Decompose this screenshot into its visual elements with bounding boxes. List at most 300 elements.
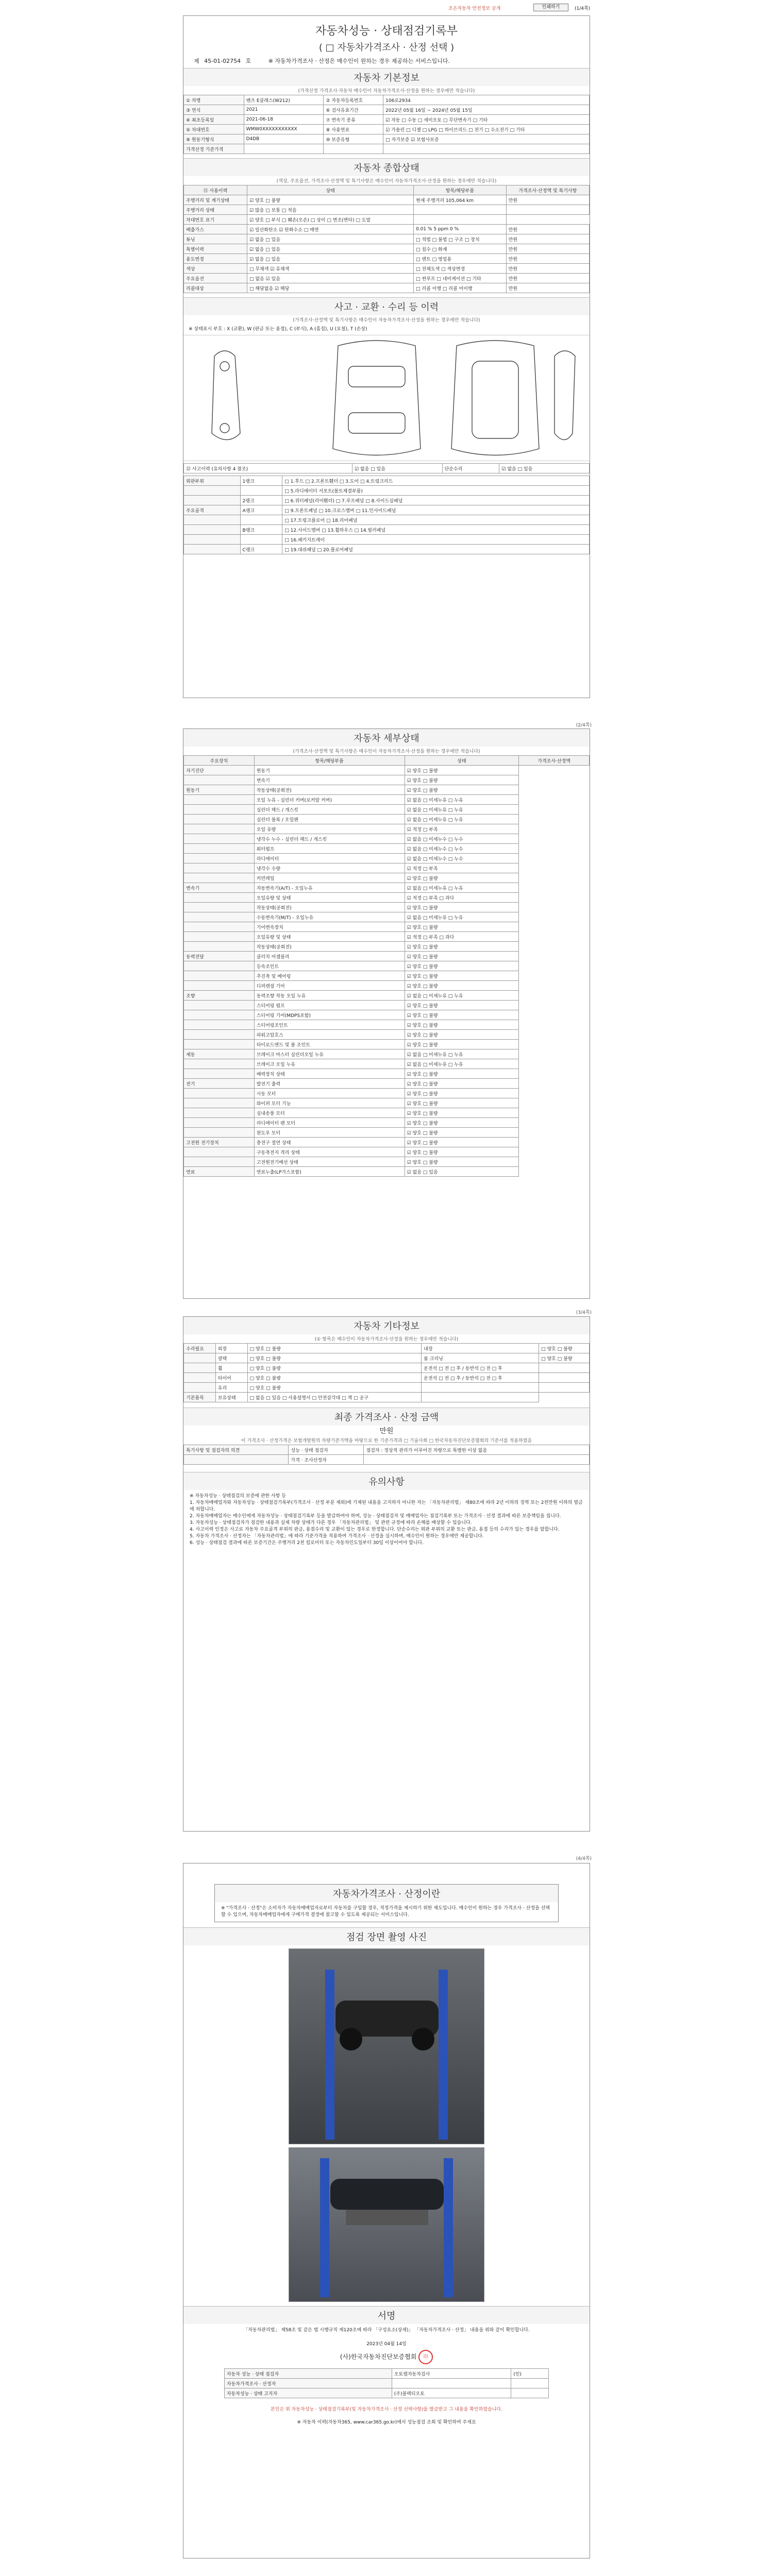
detail-row <box>184 766 590 775</box>
detail-row <box>184 961 590 971</box>
doc-notice: ※ 자동차가격조사 · 산정은 매수인이 원하는 경우 제공하는 서비스입니다. <box>268 58 450 64</box>
page-2 <box>183 728 590 1299</box>
other-cell <box>184 1363 216 1373</box>
detail-cell <box>184 1020 255 1030</box>
overall-cell: ☑ 양호 □ 부식 □ 훼손(오손) □ 상이 □ 변조(변타) □ 도말 <box>247 215 413 225</box>
deputy-cell: 성능 · 상태 점검자 <box>289 1445 364 1455</box>
detail-cell <box>184 1010 255 1020</box>
detail-cell: ☑ 없음 □ 미세누수 □ 누수 <box>405 854 519 863</box>
detail-row <box>184 1118 590 1128</box>
other-cell: 유리 <box>215 1383 247 1393</box>
detail-cell: ☑ 양호 □ 불량 <box>405 1157 519 1167</box>
overall-cell: □ 적법 □ 불법 □ 구조 □ 장치 <box>414 234 507 244</box>
other-cell <box>184 1373 216 1383</box>
detail-cell: 오일 유량 <box>254 824 405 834</box>
other-cell: 광택 <box>215 1353 247 1363</box>
other-cell: □ 양호 □ 불량 <box>247 1383 422 1393</box>
sign-text: 「자동차관리법」 제58조 및 같은 법 시행규칙 제120조에 따라 「구성요소(상세)」 「자동차가격조사 · 산정」 내용을 위와 같이 확인합니다. <box>243 2328 530 2333</box>
other-cell: □ 없음 □ 있음 □ 사용설명서 □ 안전삼각대 □ 잭 □ 공구 <box>247 1393 422 1402</box>
basic-info-cell: ④ 최초등록일 <box>184 115 244 125</box>
overall-cell: 만원 <box>506 225 589 234</box>
accident-grid-cell <box>184 525 241 535</box>
detail-row <box>184 1089 590 1098</box>
deputy-table <box>183 1445 590 1465</box>
detail-cell: ☑ 없음 □ 미세누유 □ 누유 <box>405 912 519 922</box>
overall-cell: ☑ 없음 □ 있음 <box>247 234 413 244</box>
accident-history-label: ⑫ 사고이력 (유의사항 4 참조) <box>184 464 352 473</box>
accident-grid-row <box>184 486 590 496</box>
detail-col-3: 가격조사·산정액 <box>519 756 590 766</box>
detail-cell: 수동변속기(M/T) - 오일누유 <box>254 912 405 922</box>
detail-cell: ☑ 양호 □ 불량 <box>405 1001 519 1010</box>
basic-info-cell: 106로2934 <box>383 95 590 105</box>
detail-cell <box>184 922 255 932</box>
other-cell: 룸 크리닝 <box>422 1353 539 1363</box>
deputy-cell: 특기사항 및 점검자의 의견 <box>184 1445 289 1455</box>
signer-cell <box>511 2379 549 2388</box>
other-cell: 운전석 □ 전 □ 후 / 동반석 □ 전 □ 후 <box>422 1373 539 1383</box>
page-2-indicator: (2/4쪽) <box>576 723 592 728</box>
basic-info-cell: D4DB <box>244 134 324 144</box>
overall-cell: ☑ 많음 □ 보통 □ 적음 <box>247 205 413 215</box>
photo-section-title: 점검 장면 촬영 사진 <box>183 1927 590 1945</box>
accident-status-table <box>183 463 590 473</box>
accident-grid-cell: 주요골격 <box>184 505 241 515</box>
detail-row <box>184 834 590 844</box>
detail-row <box>184 1167 590 1177</box>
detail-row <box>184 1040 590 1049</box>
signer-row <box>224 2369 548 2379</box>
detail-cell: ☑ 없음 □ 미세누수 □ 누수 <box>405 834 519 844</box>
overall-cell: 특별이력 <box>184 244 247 254</box>
detail-cell: ☑ 양호 □ 불량 <box>405 952 519 961</box>
detail-row <box>184 1098 590 1108</box>
overall-cell: 만원 <box>506 274 589 283</box>
basic-info-cell: ② 자동차등록번호 <box>324 95 383 105</box>
other-cell <box>184 1353 216 1363</box>
deputy-cell <box>184 1455 289 1465</box>
detail-header <box>184 756 590 766</box>
detail-cell: ☑ 양호 □ 불량 <box>405 961 519 971</box>
detail-cell: 오일 누유 - 실린더 커버(로커암 커버) <box>254 795 405 805</box>
accident-grid-row <box>184 476 590 486</box>
detail-cell: ☑ 양호 □ 불량 <box>405 1030 519 1040</box>
detail-cell: ☑ 양호 □ 불량 <box>405 1118 519 1128</box>
deputy-cell: 가격 · 조사산정자 <box>289 1455 364 1465</box>
detail-cell: 라디에이터 <box>254 854 405 863</box>
accident-grid-row <box>184 545 590 554</box>
detail-cell: 실내송풍 모터 <box>254 1108 405 1118</box>
detail-table <box>183 755 590 1177</box>
detail-cell <box>184 805 255 815</box>
other-cell: 휠 <box>215 1363 247 1373</box>
other-title: 자동차 기타정보 <box>183 1317 590 1334</box>
overall-cell: □ 해당없음 ☑ 해당 <box>247 283 413 293</box>
accident-grid-row <box>184 535 590 545</box>
deputy-cell: 점검자 : 정상적 관리가 이루어진 차량으로 특별한 이상 없음 <box>364 1445 590 1455</box>
overall-cell: 현재 주행거리 105,064 km <box>414 195 507 205</box>
other-cell <box>539 1373 590 1383</box>
overall-cell <box>414 215 507 225</box>
detail-row <box>184 1138 590 1147</box>
detail-cell: ☑ 없음 □ 미세누유 □ 누유 <box>405 883 519 893</box>
signer-cell: 자동차 성능 · 상태 점검자 <box>224 2369 392 2379</box>
basic-info-cell: ① 차명 <box>184 95 244 105</box>
other-row <box>184 1353 590 1363</box>
detail-cell: ☑ 적정 □ 부족 □ 과다 <box>405 932 519 942</box>
detail-cell: ☑ 없음 □ 미세누유 □ 누유 <box>405 1049 519 1059</box>
overall-col-1: 상태 <box>247 185 413 195</box>
detail-cell: ☑ 양호 □ 불량 <box>405 873 519 883</box>
detail-cell <box>184 1089 255 1098</box>
basic-info-cell <box>383 144 590 154</box>
basic-info-cell: ⑦ 변속기 종류 <box>324 115 383 125</box>
accident-grid-row <box>184 515 590 525</box>
detail-row <box>184 1147 590 1157</box>
overall-header <box>184 185 590 195</box>
detail-cell: 변속기 <box>254 775 405 785</box>
other-cell: □ 양호 □ 불량 <box>539 1344 590 1353</box>
accident-grid-cell <box>240 486 282 496</box>
accident-grid-cell <box>240 515 282 525</box>
detail-cell: 추진축 및 베어링 <box>254 971 405 981</box>
accident-title: 사고 · 교환 · 수리 등 이력 <box>183 297 590 315</box>
other-table <box>183 1343 590 1402</box>
overall-cell: 0.01 % 5 ppm 0 % <box>414 225 507 234</box>
detail-cell <box>184 942 255 952</box>
detail-row <box>184 912 590 922</box>
signer-cell: 오토캠자동차검사 <box>392 2369 511 2379</box>
other-cell <box>184 1383 216 1393</box>
detail-cell: ☑ 없음 □ 미세누유 □ 누유 <box>405 795 519 805</box>
detail-row <box>184 942 590 952</box>
detail-cell: ☑ 양호 □ 불량 <box>405 766 519 775</box>
detail-cell <box>184 815 255 824</box>
detail-cell: ☑ 양호 □ 불량 <box>405 1010 519 1020</box>
detail-row <box>184 991 590 1001</box>
detail-row <box>184 795 590 805</box>
detail-cell: 변속기 <box>184 883 255 893</box>
accident-grid-table <box>183 476 590 554</box>
detail-cell <box>184 903 255 912</box>
accident-grid-cell <box>184 515 241 525</box>
accident-grid-cell <box>184 535 241 545</box>
detail-cell: 충전구 절연 상태 <box>254 1138 405 1147</box>
overall-cell: 주행거리 및 계기상태 <box>184 195 247 205</box>
accident-grid-cell: □ 16.패키지트레이 <box>282 535 590 545</box>
detail-row <box>184 1030 590 1040</box>
detail-cell <box>184 932 255 942</box>
overall-cell: 색상 <box>184 264 247 274</box>
basic-info-cell: 가격산정 기준가격 <box>184 144 244 154</box>
accident-grid-cell: □ 19.대쉬패널 □ 20.플로어패널 <box>282 545 590 554</box>
signers-table <box>224 2368 549 2398</box>
detail-cell: ☑ 양호 □ 불량 <box>405 1147 519 1157</box>
basic-info-table <box>183 95 590 154</box>
detail-cell <box>184 834 255 844</box>
overall-cell: 배출가스 <box>184 225 247 234</box>
detail-row <box>184 1020 590 1030</box>
lift-photo-2-svg <box>289 2148 484 2301</box>
caution-body: ※ 자동차성능 · 상태점검의 보증에 관한 사항 등 1. 자동차매매업자와 자동차성능 · 상태점검기록부(가격조사 · 산정 부분 제외)에 기재된 내용을 고지하지 아니한 자는 「자동차관리법」 제80조에 따라 2년 이하의 징역 또는 2천만원 이하의 벌금에 처합니다. 2. 자동차매매업자는 매수인에게 자동차성능 · 상태점검기록부 등을 발급하여야 하며, 성능 · 상태점검자 및 매매업자는 점검기록부 또는 가격조사 · 산정 결과에 따른 보증책임을 집니다. 3. 자동차성능 · 상태점검자가 점검한 내용과 실제 차량 상태가 다른 경우 「자동차관리법」 및 관련 규정에 따라 손해를 배상할 수 있습니다. 4. 사고이력 인정은 사고로 자동차 주요골격 부위의 판금, 용접수리 및 교환이 있는 경우로 한정합니다. 단순수리는 외판 부위의 교환 또는 판금, 용접 등의 수리가 있는 경우를 말합니다. 5. 자동차 가격조사 · 산정자는 「자동차관리법」에 따라 기준가격을 적용하여 가격조사 · 산정을 실시하며, 매수인이 원하는 경우에만 제공합니다. 6. 성능 · 상태점검 결과에 따른 보증기간은 주행거리 2천 킬로미터 또는 자동차인도일부터 30일 이상이어야 합니다. <box>190 1494 583 1546</box>
detail-row <box>184 775 590 785</box>
detail-cell: 연료 <box>184 1167 255 1177</box>
overall-cell: 리콜대상 <box>184 283 247 293</box>
detail-cell: 스티어링 펌프 <box>254 1001 405 1010</box>
other-cell <box>539 1383 590 1393</box>
overall-cell <box>506 205 589 215</box>
overall-cell: □ 리콜 이행 □ 리콜 미이행 <box>414 283 507 293</box>
accident-grid-cell: □ 5.라디에이터 서포트(볼트체결부품) <box>282 486 590 496</box>
deputy-cell <box>364 1455 590 1465</box>
other-cell: □ 양호 □ 불량 <box>247 1353 422 1363</box>
overall-cell: 만원 <box>506 254 589 264</box>
signer-cell: 자동차가격조사 · 산정자 <box>224 2379 392 2388</box>
detail-cell: 발전기 출력 <box>254 1079 405 1089</box>
deputy-row <box>184 1445 590 1455</box>
detail-row <box>184 824 590 834</box>
overall-cell: □ 썬루프 □ 네비게이션 □ 기타 <box>414 274 507 283</box>
detail-cell: 워터펌프 <box>254 844 405 854</box>
detail-row <box>184 1079 590 1089</box>
detail-cell: 타이로드엔드 및 볼 조인트 <box>254 1040 405 1049</box>
overall-row <box>184 244 590 254</box>
overall-cell: 주행거리 상태 <box>184 205 247 215</box>
detail-row <box>184 952 590 961</box>
page-3-indicator: (3/4쪽) <box>576 1310 592 1315</box>
signer-row <box>224 2379 548 2388</box>
basic-info-cell: ⑧ 사용연료 <box>324 125 383 134</box>
detail-cell <box>184 844 255 854</box>
accident-grid-cell <box>184 545 241 554</box>
overall-cell: □ 무채색 ☑ 유채색 <box>247 264 413 274</box>
detail-cell: 고전원 전기장치 <box>184 1138 255 1147</box>
detail-cell: 동력조향 작동 오일 누유 <box>254 991 405 1001</box>
detail-cell: ☑ 양호 □ 불량 <box>405 785 519 795</box>
accident-grid-row <box>184 496 590 505</box>
detail-cell <box>184 1118 255 1128</box>
price-about-text: ※ "가격조사 · 산정"은 소비자가 자동차매매업자로부터 자동차를 구입할 경우, 적정가격을 제시하기 위한 제도입니다. 매수인이 원하는 경우 가격조사 · 산정을 선택할 수 있으며, 자동차매매업자에게 구매가격 결정에 참고할 수 있도록 제공되는 서비스입니다. <box>221 1906 550 1918</box>
accident-grid-cell <box>240 535 282 545</box>
detail-cell: ☑ 양호 □ 불량 <box>405 1079 519 1089</box>
detail-cell: 배력장치 상태 <box>254 1069 405 1079</box>
other-cell: □ 양호 □ 불량 <box>539 1353 590 1363</box>
detail-cell: 시동 모터 <box>254 1089 405 1098</box>
basic-info-cell: ☑ 자동 □ 수동 □ 세미오토 □ 무단변속기 □ 기타 <box>383 115 590 125</box>
overall-row <box>184 234 590 244</box>
lift-photo-1-svg <box>289 1949 484 2144</box>
detail-cell: ☑ 없음 □ 미세누유 □ 누유 <box>405 815 519 824</box>
other-row <box>184 1344 590 1353</box>
overall-cell: 튜닝 <box>184 234 247 244</box>
detail-cell: 냉각수 수량 <box>254 863 405 873</box>
simple-repair-label: 단순수리 <box>442 464 499 473</box>
detail-row <box>184 903 590 912</box>
detail-cell: 작동상태(공회전) <box>254 942 405 952</box>
sign-title: 서명 <box>183 2306 590 2324</box>
signer-cell <box>511 2388 549 2398</box>
sign-company <box>183 2350 590 2364</box>
final-price-note: 이 가격조사 · 산정가격은 보험개발원의 차량기준가액을 바탕으로 한 기준가격과 □ 기술사회 □ 한국자동차진단보증협회의 기준서를 적용하였음 <box>241 1438 532 1444</box>
signer-cell: 자동차성능 · 상태 고지자 <box>224 2388 392 2398</box>
accident-grid-cell: □ 6.쿼터패널(리어휀더) □ 7.루프패널 □ 8.사이드실패널 <box>282 496 590 505</box>
detail-cell: ☑ 없음 □ 미세누유 □ 누유 <box>405 805 519 815</box>
detail-cell: 실린더 헤드 / 개스킷 <box>254 805 405 815</box>
overall-title: 자동차 종합상태 <box>183 158 590 176</box>
overall-cell: 용도변경 <box>184 254 247 264</box>
basic-info-row <box>184 115 590 125</box>
detail-row <box>184 844 590 854</box>
other-cell: 외장 <box>215 1344 247 1353</box>
basic-info-note: (가격산정 가격조사·자동차 매수인이 자동차가격조사·산정을 원하는 경우에만 적습니다) <box>298 89 475 94</box>
detail-cell: 라디에이터 팬 모터 <box>254 1118 405 1128</box>
other-cell <box>422 1393 539 1402</box>
detail-cell: ☑ 양호 □ 불량 <box>405 1069 519 1079</box>
detail-row <box>184 932 590 942</box>
inspection-photo-1 <box>289 1948 484 2144</box>
inspection-photo-2 <box>289 2147 484 2302</box>
top-bar <box>0 0 773 13</box>
detail-cell: 제동 <box>184 1049 255 1059</box>
other-cell: □ 양호 □ 불량 <box>247 1363 422 1373</box>
overall-cell: ☑ 없음 □ 있음 <box>247 244 413 254</box>
other-note: (① 항목은 매수인이 자동차가격조사·산정을 원하는 경우에만 적습니다) <box>314 1337 459 1342</box>
detail-cell: ☑ 양호 □ 불량 <box>405 1040 519 1049</box>
basic-info-cell: 2021 <box>244 105 324 115</box>
overall-cell: 주요옵션 <box>184 274 247 283</box>
accident-grid-row <box>184 505 590 515</box>
detail-cell: ☑ 양호 □ 불량 <box>405 1138 519 1147</box>
detail-cell <box>184 981 255 991</box>
accident-grid-cell: B랭크 <box>240 525 282 535</box>
other-row <box>184 1393 590 1402</box>
overall-cell <box>414 205 507 215</box>
detail-cell: 브레이크 오일 누유 <box>254 1059 405 1069</box>
detail-cell: ☑ 양호 □ 불량 <box>405 903 519 912</box>
detail-cell: 기어변속장치 <box>254 922 405 932</box>
overall-cell: □ 렌트 □ 영업용 <box>414 254 507 264</box>
detail-cell: 조향 <box>184 991 255 1001</box>
detail-cell: ☑ 양호 □ 불량 <box>405 1108 519 1118</box>
overall-row <box>184 254 590 264</box>
basic-info-cell: WMW0XXXXXXXXXXX <box>244 125 324 134</box>
overall-row <box>184 264 590 274</box>
detail-cell: 클러치 어셈블리 <box>254 952 405 961</box>
basic-info-cell: 2022년 05월 16일 ~ 2024년 05월 15일 <box>383 105 590 115</box>
detail-cell: ☑ 적정 □ 부족 <box>405 863 519 873</box>
other-cell: 타이어 <box>215 1373 247 1383</box>
detail-cell <box>184 1040 255 1049</box>
basic-info-row <box>184 134 590 144</box>
basic-info-title: 자동차 기본정보 <box>183 68 590 86</box>
detail-cell: ☑ 양호 □ 불량 <box>405 1128 519 1138</box>
doc-number-row <box>183 54 590 68</box>
detail-cell: 오일유량 및 상태 <box>254 932 405 942</box>
other-cell: □ 양호 □ 불량 <box>247 1373 422 1383</box>
overall-row <box>184 215 590 225</box>
overall-cell: 만원 <box>506 195 589 205</box>
accident-grid-row <box>184 525 590 535</box>
overall-cell: 만원 <box>506 234 589 244</box>
basic-info-cell: ☑ 가솔린 □ 디젤 □ LPG □ 하이브리드 □ 전기 □ 수소전기 □ 기타 <box>383 125 590 134</box>
detail-cell: 원동기 <box>184 785 255 795</box>
company-seal-icon: 印 <box>418 2350 433 2364</box>
detail-cell: ☑ 양호 □ 불량 <box>405 1020 519 1030</box>
detail-row <box>184 1049 590 1059</box>
basic-info-row <box>184 105 590 115</box>
overall-cell: 만원 <box>506 283 589 293</box>
overall-cell: ☑ 양호 □ 불량 <box>247 195 413 205</box>
detail-cell: 브레이크 마스터 실린더오일 누유 <box>254 1049 405 1059</box>
detail-cell <box>184 795 255 805</box>
detail-note: (가격조사·산정액 및 특기사항은 매수인이 자동차가격조사·산정을 원하는 경우에만 적습니다) <box>293 749 480 754</box>
detail-row <box>184 785 590 795</box>
signer-cell: (인) <box>511 2369 549 2379</box>
detail-cell <box>184 971 255 981</box>
detail-cell: 스티어링조인트 <box>254 1020 405 1030</box>
overall-cell: □ 전체도색 □ 색상변경 <box>414 264 507 274</box>
accident-grid-cell: 외판부위 <box>184 476 241 486</box>
basic-info-cell: 벤츠 E클래스(W212) <box>244 95 324 105</box>
detail-cell: 와이퍼 모터 기능 <box>254 1098 405 1108</box>
accident-grid-cell: □ 17.트렁크플로어 □ 18.리어패널 <box>282 515 590 525</box>
signer-cell <box>392 2379 511 2388</box>
other-cell: 기본품목 <box>184 1393 216 1402</box>
page-3 <box>183 1316 590 1832</box>
detail-cell <box>184 1069 255 1079</box>
overall-row <box>184 274 590 283</box>
other-cell: 운전석 □ 전 □ 후 / 동반석 □ 전 □ 후 <box>422 1363 539 1373</box>
detail-cell: 자동변속기(A/T) - 오일누유 <box>254 883 405 893</box>
overall-cell: ☑ 일산화탄소 ☑ 탄화수소 □ 매연 <box>247 225 413 234</box>
accident-grid-cell: □ 12.사이드멤버 □ 13.휠하우스 □ 14.필러패널 <box>282 525 590 535</box>
print-button[interactable]: 인쇄하기 <box>533 4 568 11</box>
detail-row <box>184 1108 590 1118</box>
detail-row <box>184 1010 590 1020</box>
detail-cell: ☑ 양호 □ 불량 <box>405 971 519 981</box>
detail-row <box>184 1001 590 1010</box>
detail-cell: 자기진단 <box>184 766 255 775</box>
accident-legend: ※ 상태표시 부호 : X (교환), W (판금 또는 용접), C (부식), A (흠집), U (요철), T (손상) <box>189 327 367 332</box>
overall-col-0: ⑪ 사용이력 <box>184 185 247 195</box>
accident-grid-cell: C랭크 <box>240 545 282 554</box>
sign-date: 2023년 04월 14일 <box>366 2342 407 2347</box>
detail-cell: 작동상태(공회전) <box>254 785 405 795</box>
basic-info-cell: ⑤ 차대번호 <box>184 125 244 134</box>
overall-cell: 만원 <box>506 264 589 274</box>
page-indicator: (1/4쪽) <box>575 6 591 11</box>
basic-info-row <box>184 144 590 154</box>
price-about-title: 자동차가격조사 · 산정이란 <box>215 1885 558 1902</box>
detail-cell: ☑ 없음 □ 미세누유 □ 누유 <box>405 1059 519 1069</box>
detail-col-2: 상태 <box>405 756 519 766</box>
detail-cell: 윈도우 모터 <box>254 1128 405 1138</box>
basic-info-cell: 2021-06-18 <box>244 115 324 125</box>
simple-repair-value: ☑ 없음 □ 있음 <box>499 464 590 473</box>
detail-cell <box>184 1059 255 1069</box>
other-cell: 보유상태 <box>215 1393 247 1402</box>
footer-link[interactable]: ※ 자동차 이력(자동차365, www.car365.go.kr)에서 성능점검 조회 및 확인하여 주세요 <box>297 2420 476 2425</box>
other-row <box>184 1373 590 1383</box>
detail-row <box>184 893 590 903</box>
detail-cell: ☑ 없음 □ 있음 <box>405 1167 519 1177</box>
detail-cell <box>184 1001 255 1010</box>
notice-link[interactable]: 조은자동차 안전정보 공개 <box>448 6 501 11</box>
detail-cell: 스티어링 기어(MDPS포함) <box>254 1010 405 1020</box>
detail-cell: 동력전달 <box>184 952 255 961</box>
detail-cell: 오일유량 및 상태 <box>254 893 405 903</box>
car-diagram <box>183 335 590 461</box>
